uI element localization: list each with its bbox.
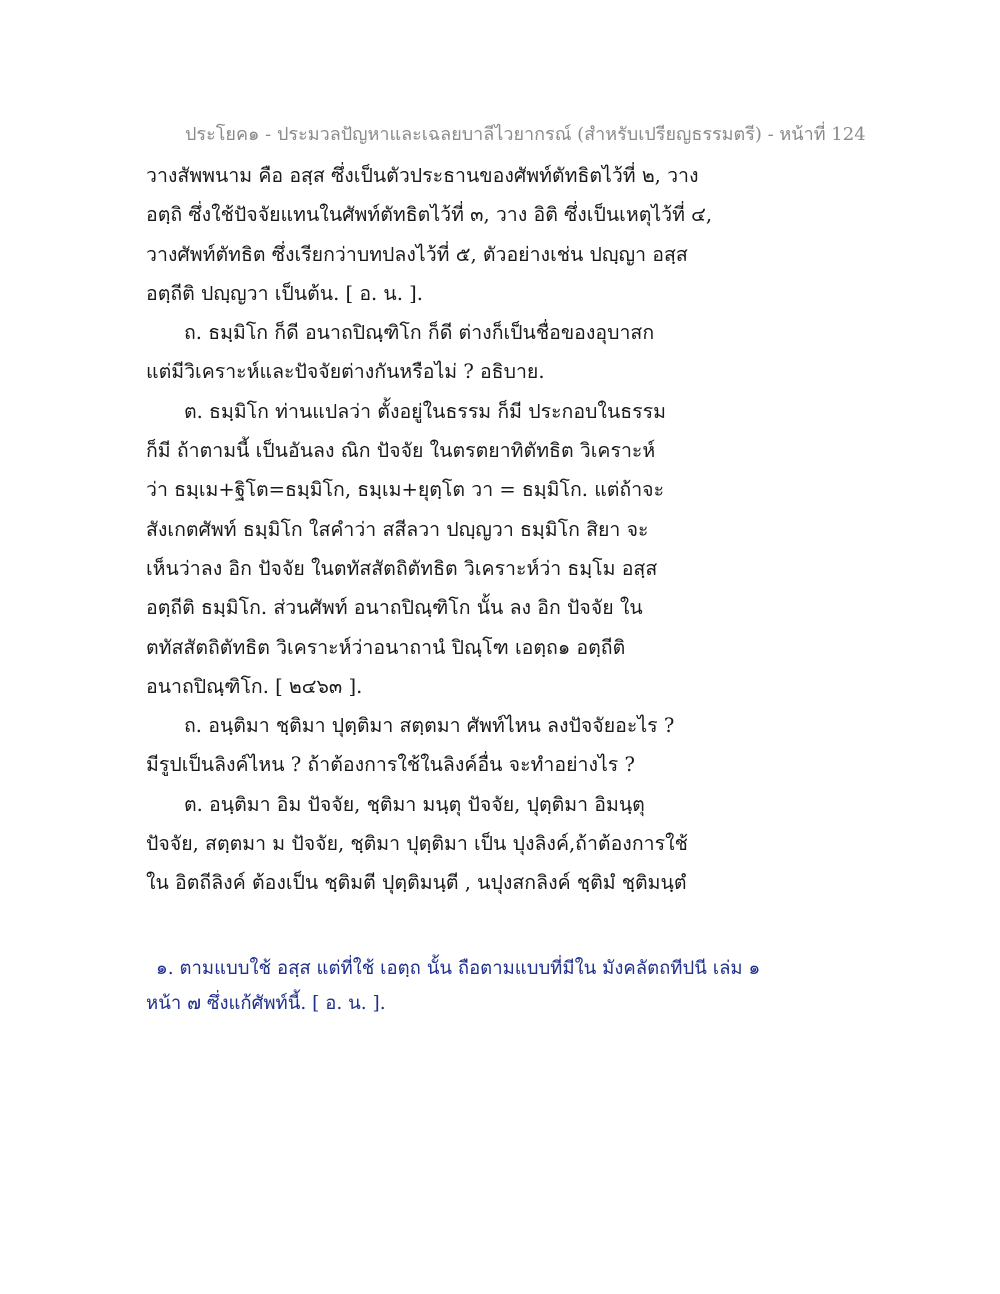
running-header: ประโยค๑ - ประมวลปัญหาและเฉลยบาลีไวยากรณ์ (สำหรับเปรียญธรรมตรี) - หน้าที่ 124 [185, 124, 866, 145]
body-line: ปัจจัย, สตฺตมา ม ปัจจัย, ชฺติมา ปุตฺติมา เป็น ปุงลิงค์,ถ้าต้องการใช้ [146, 832, 688, 856]
body-line: ว่า ธมฺเม+ฐิโต=ธมฺมิโก, ธมฺเม+ยุตฺโต วา = ธมฺมิโก. แต่ถ้าจะ [146, 478, 665, 502]
body-line: อตฺถีติ ธมฺมิโก. ส่วนศัพท์ อนาถปิณฺฑิโก นั้น ลง อิก ปัจจัย ใน [146, 596, 643, 620]
body-line: วางศัพท์ตัทธิต ซึ่งเรียกว่าบทปลงไว้ที่ ๕, ตัวอย่างเช่น ปญฺญา อสฺส [146, 242, 688, 266]
question-line: ถ. ธมฺมิโก ก็ดี อนาถปิณฺฑิโก ก็ดี ต่างก็เป็นชื่อของอุบาสก [184, 321, 655, 345]
body-line: ก็มี ถ้าตามนี้ เป็นอันลง ณิก ปัจจัย ในตรตยาทิตัทธิต วิเคราะห์ [146, 439, 656, 463]
footnote [146, 951, 946, 1021]
body-line: วางสัพพนาม คือ อสฺส ซึ่งเป็นตัวประธานของศัพท์ตัทธิตไว้ที่ ๒, วาง [146, 164, 699, 187]
body-line: มีรูปเป็นลิงค์ไหน ? ถ้าต้องการใช้ในลิงค์อื่น จะทำอย่างไร ? [146, 753, 635, 777]
body-line: เห็นว่าลง อิก ปัจจัย ในตทัสสัตถิตัทธิต วิเคราะห์ว่า ธมฺโม อสฺส [146, 556, 658, 580]
body-line: ตทัสสัตถิตัทธิต วิเคราะห์ว่าอนาถานํ ปิณฺโฑ เอตฺถ๑ อตฺถีติ [146, 635, 626, 659]
body-line: สังเกตศัพท์ ธมฺมิโก ใสคำว่า สสีลวา ปญฺญวา ธมฺมิโก สิยา จะ [146, 517, 649, 541]
answer-line: ต. อนฺติมา อิม ปัจจัย, ชฺติมา มนฺตุ ปัจจัย, ปุตฺติมา อิมนฺตุ [184, 792, 645, 816]
body-text [146, 156, 946, 903]
footnote-line: หน้า ๗ ซึ่งแก้ศัพท์นี้. [ อ. น. ]. [146, 993, 386, 1014]
body-line: อตฺถีติ ปญฺญวา เป็นต้น. [ อ. น. ]. [146, 281, 423, 305]
footnote-line: ๑. ตามแบบใช้ อสฺส แต่ที่ใช้ เอตฺถ นั้น ถือตามแบบที่มีใน มังคลัตถทีปนี เล่ม ๑ [156, 958, 761, 979]
answer-line: ต. ธมฺมิโก ท่านแปลว่า ตั้งอยู่ในธรรม ก็มี ประกอบในธรรม [184, 399, 666, 423]
question-line: ถ. อนฺติมา ชฺติมา ปุตฺติมา สตฺตมา ศัพท์ไหน ลงปัจจัยอะไร ? [184, 714, 675, 738]
body-line: ใน อิตถีลิงค์ ต้องเป็น ชฺติมตี ปุตฺติมนฺตี , นปุงสกลิงค์ ชฺติมํ ชฺติมนฺตํ [146, 871, 687, 895]
body-line: อนาถปิณฺฑิโก. [ ๒๔๖๓ ]. [146, 674, 363, 698]
body-line: แต่มีวิเคราะห์และปัจจัยต่างกันหรือไม่ ? อธิบาย. [146, 360, 545, 384]
body-line: อตฺถิ ซึ่งใช้ปัจจัยแทนในศัพท์ตัทธิตไว้ที่ ๓, วาง อิติ ซึ่งเป็นเหตุไว้ที่ ๔, [146, 203, 713, 227]
